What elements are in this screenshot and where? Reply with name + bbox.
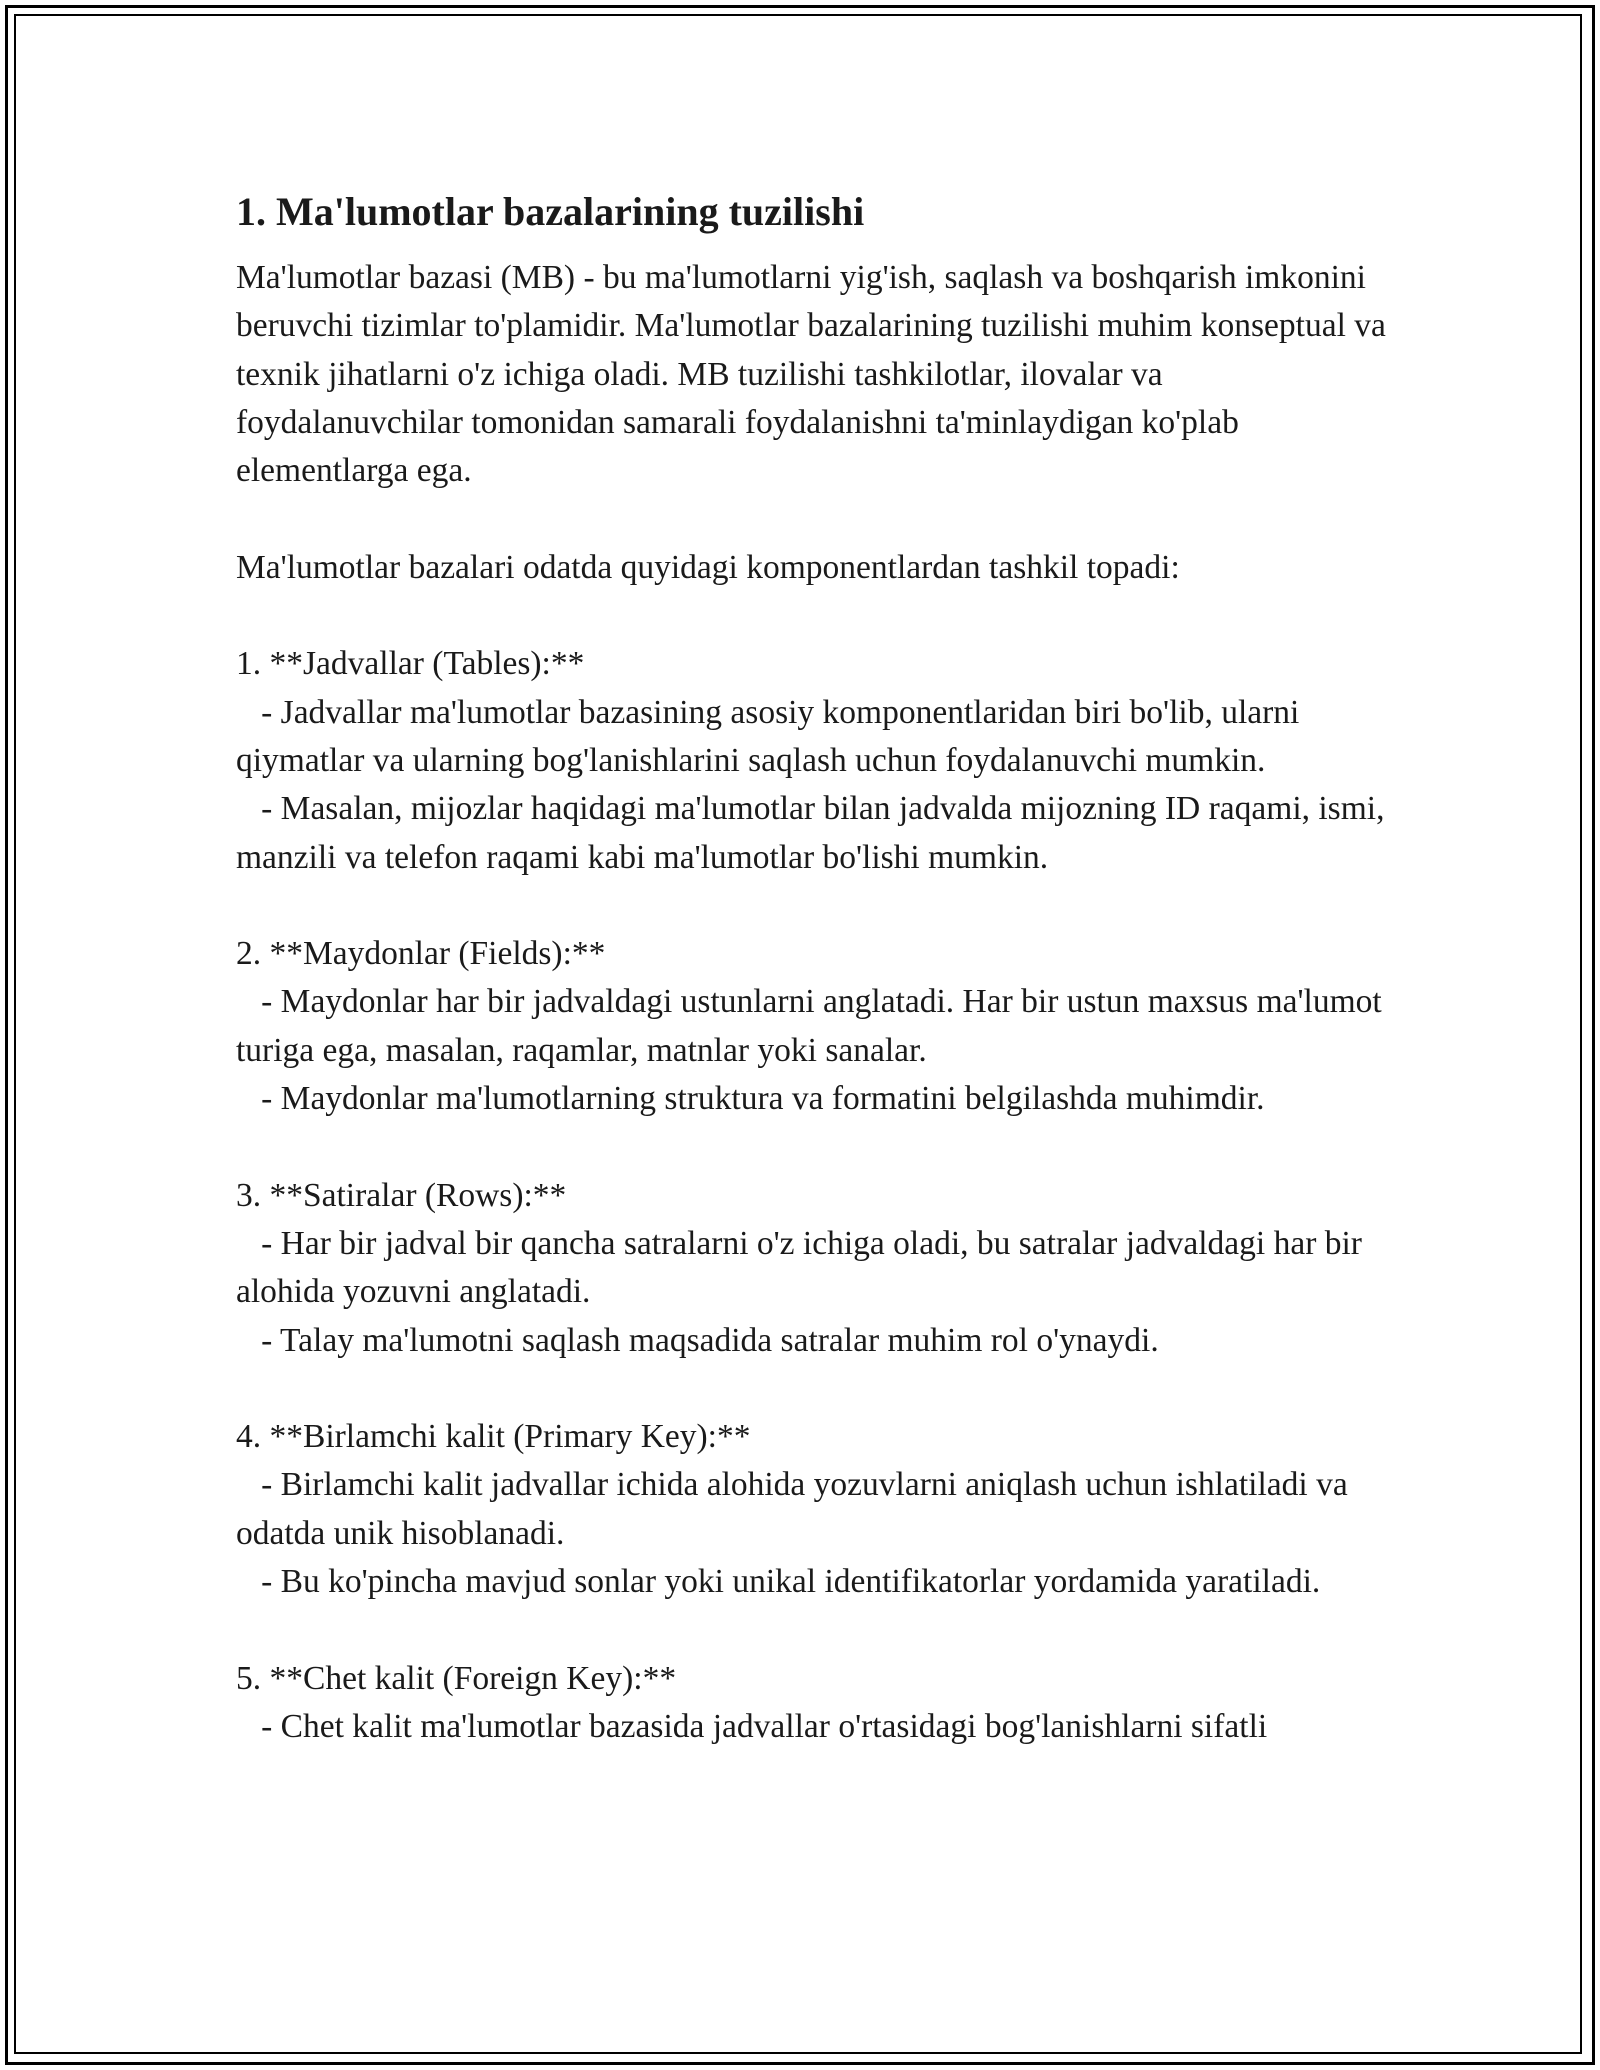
item-line: - Masalan, mijozlar haqidagi ma'lumotlar bilan jadvalda mijozning ID raqami, ismi, manzili va telefon raqami kabi ma'lumotlar bo'lishi mumkin. xyxy=(236,790,1393,876)
item-heading: 1. **Jadvallar (Tables):** xyxy=(236,645,585,683)
item-line: - Bu ko'pincha mavjud sonlar yoki unikal identifikatorlar yordamida yaratiladi. xyxy=(236,1563,1321,1601)
page-title: 1. Ma'lumotlar bazalarining tuzilishi xyxy=(236,189,865,234)
item-line: - Talay ma'lumotni saqlash maqsadida satralar muhim rol o'ynaydi. xyxy=(236,1321,1159,1359)
paragraph-gap xyxy=(236,495,1396,543)
paragraph-gap xyxy=(236,882,1396,930)
item-heading: 3. **Satiralar (Rows):** xyxy=(236,1176,567,1214)
item-line: - Chet kalit ma'lumotlar bazasida jadvallar o'rtasidagi bog'lanishlarni sifatli xyxy=(236,1707,1268,1745)
item-line: - Birlamchi kalit jadvallar ichida alohida yozuvlarni aniqlash uchun ishlatiladi va odatda unik hisoblanadi. xyxy=(236,1466,1357,1552)
intro-paragraph: Ma'lumotlar bazasi (MB) - bu ma'lumotlarni yig'ish, saqlash va boshqarish imkonini beruvchi tizimlar to'plamidir. Ma'lumotlar bazalarining tuzilishi muhim konseptual va texnik jihatlarni o'z ichiga oladi. MB tuzilishi tashkilotlar, ilovalar va foydalanuvchilar tomonidan samarali foydalanishni ta'minlaydigan ko'plab elementlarga ega. xyxy=(236,259,1395,490)
item-line: - Maydonlar har bir jadvaldagi ustunlarni anglatadi. Har bir ustun maxsus ma'lumot turiga ega, masalan, raqamlar, matnlar yoki sanalar. xyxy=(236,983,1391,1069)
item-line: - Har bir jadval bir qancha satralarni o'z ichiga oladi, bu satralar jadvaldagi har bir alohida yozuvni anglatadi. xyxy=(236,1224,1371,1311)
paragraph-gap xyxy=(236,1365,1396,1413)
item-line: - Maydonlar ma'lumotlarning struktura va formatini belgilashda muhimdir. xyxy=(236,1080,1265,1118)
item-heading: 5. **Chet kalit (Foreign Key):** xyxy=(236,1659,677,1697)
list-item-tables xyxy=(236,640,1396,881)
paragraph-gap xyxy=(236,1606,1396,1654)
item-heading: 2. **Maydonlar (Fields):** xyxy=(236,935,606,973)
list-item-foreign-key xyxy=(236,1655,1396,1752)
list-item-fields xyxy=(236,930,1396,1123)
components-intro: Ma'lumotlar bazalari odatda quyidagi komponentlardan tashkil topadi: xyxy=(236,548,1180,586)
list-item-rows xyxy=(236,1172,1396,1365)
paragraph-gap xyxy=(236,592,1396,640)
list-item-primary-key xyxy=(236,1413,1396,1606)
item-line: - Jadvallar ma'lumotlar bazasining asosiy komponentlaridan biri bo'lib, ularni qiymatlar va ularning bog'lanishlarini saqlash uchun foydalanuvchi mumkin. xyxy=(236,693,1308,779)
document-body xyxy=(236,186,1396,1751)
paragraph-gap xyxy=(236,1123,1396,1171)
item-heading: 4. **Birlamchi kalit (Primary Key):** xyxy=(236,1418,751,1456)
